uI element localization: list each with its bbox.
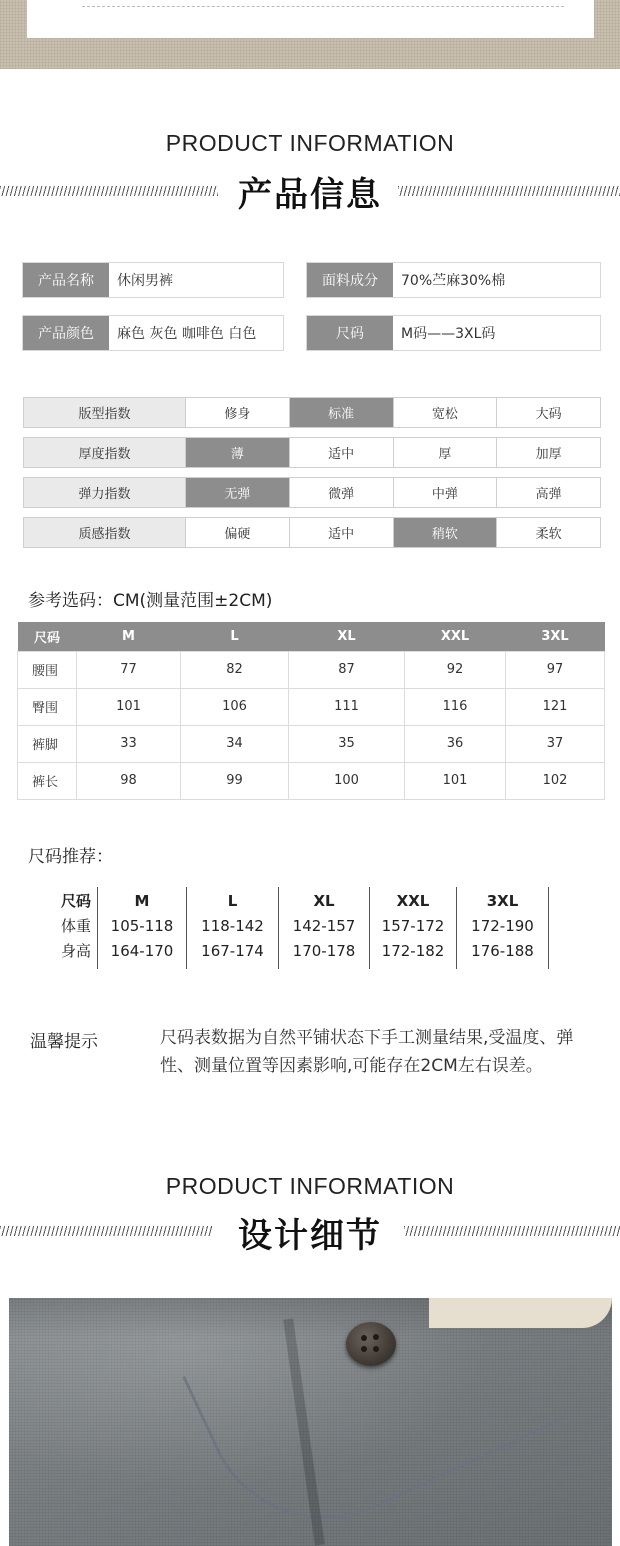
- index-row-texture: [23, 517, 601, 548]
- recommend-cell: 157-172: [381, 917, 445, 935]
- column-header: XXL: [405, 622, 506, 651]
- table-cell: 101: [77, 688, 181, 725]
- index-option: 柔软: [496, 518, 600, 547]
- table-cell: 101: [405, 762, 506, 799]
- recommend-cell: 105-118: [110, 917, 174, 935]
- index-option: 中弹: [393, 478, 497, 507]
- recommend-cell: 164-170: [110, 942, 174, 960]
- recommend-header: 3XL: [486, 892, 519, 910]
- info-fabric: [306, 262, 601, 298]
- table-row: [18, 762, 605, 799]
- index-option-selected: 稍软: [393, 518, 497, 547]
- table-cell: 37: [506, 725, 605, 762]
- index-option-selected: 标准: [289, 398, 393, 427]
- table-cell: 111: [289, 688, 405, 725]
- info-product-name: [22, 262, 284, 298]
- index-option: 厚: [393, 438, 497, 467]
- index-label: 质感指数: [24, 518, 185, 547]
- recommend-cell: 172-190: [471, 917, 534, 935]
- column-header: XL: [289, 622, 405, 651]
- recommend-cell: 身高: [60, 942, 91, 960]
- index-option: 高弹: [496, 478, 600, 507]
- table-cell: 裤脚: [18, 725, 77, 762]
- table-cell: 82: [181, 651, 289, 688]
- info-label: 产品颜色: [23, 316, 109, 350]
- recommend-header: L: [227, 892, 238, 910]
- index-row-fit: [23, 397, 601, 428]
- info-label: 产品名称: [23, 263, 109, 297]
- banner-card: [27, 0, 594, 38]
- column-header: L: [181, 622, 289, 651]
- recommend-header: 尺码: [60, 892, 91, 910]
- info-label: 尺码: [307, 316, 393, 350]
- table-header-row: [18, 622, 605, 651]
- info-value: 麻色 灰色 咖啡色 白色: [117, 326, 257, 342]
- index-option: 加厚: [496, 438, 600, 467]
- table-cell: 裤长: [18, 762, 77, 799]
- table-cell: 87: [289, 651, 405, 688]
- index-row-elasticity: [23, 477, 601, 508]
- recommend-cell: 172-182: [381, 942, 445, 960]
- recommend-column: [457, 887, 549, 969]
- index-label: 厚度指数: [24, 438, 185, 467]
- table-row: [18, 688, 605, 725]
- section-title-cn: 产品信息: [238, 175, 382, 215]
- info-value: M码——3XL码: [401, 326, 496, 342]
- index-option: 适中: [289, 518, 393, 547]
- info-value: 70%苎麻30%棉: [401, 273, 506, 289]
- index-option: 宽松: [393, 398, 497, 427]
- table-cell: 34: [181, 725, 289, 762]
- detail-photo: [9, 1298, 612, 1546]
- recommend-cell: 176-188: [471, 942, 534, 960]
- table-cell: 97: [506, 651, 605, 688]
- recommend-column: [98, 887, 187, 969]
- recommend-header: M: [134, 892, 150, 910]
- recommend-cell: 142-157: [292, 917, 356, 935]
- table-cell: 77: [77, 651, 181, 688]
- index-option: 大码: [496, 398, 600, 427]
- section-title-en: PRODUCT INFORMATION: [165, 1173, 455, 1199]
- recommend-cell: 体重: [60, 917, 91, 935]
- table-cell: 98: [77, 762, 181, 799]
- info-label: 面料成分: [307, 263, 393, 297]
- table-cell: 36: [405, 725, 506, 762]
- hatch-decoration-right: [398, 186, 620, 196]
- recommend-cell: 118-142: [201, 917, 264, 935]
- table-row: [18, 725, 605, 762]
- button-icon: [346, 1322, 396, 1366]
- recommend-header: XXL: [396, 892, 430, 910]
- index-option-selected: 薄: [185, 438, 289, 467]
- table-cell: 92: [405, 651, 506, 688]
- recommend-column: [187, 887, 279, 969]
- section-title-cn: 设计细节: [238, 1216, 382, 1256]
- size-recommend-grid: [55, 887, 549, 969]
- index-row-thickness: [23, 437, 601, 468]
- section-title-en: PRODUCT INFORMATION: [165, 130, 455, 156]
- index-label: 弹力指数: [24, 478, 185, 507]
- index-option: 微弹: [289, 478, 393, 507]
- recommend-header: XL: [313, 892, 335, 910]
- info-value: 休闲男裤: [117, 273, 173, 289]
- table-cell: 腰围: [18, 651, 77, 688]
- table-cell: 106: [181, 688, 289, 725]
- tips-label: 温馨提示: [30, 1032, 98, 1052]
- size-table: [17, 622, 605, 800]
- recommend-column: [279, 887, 370, 969]
- table-cell: 35: [289, 725, 405, 762]
- linen-banner: [0, 0, 620, 69]
- column-header: 尺码: [18, 622, 77, 651]
- table-cell: 33: [77, 725, 181, 762]
- recommend-column: [55, 887, 98, 969]
- index-option: 修身: [185, 398, 289, 427]
- recommend-cell: 167-174: [201, 942, 264, 960]
- index-option: 偏硬: [185, 518, 289, 547]
- table-row: [18, 651, 605, 688]
- column-header: 3XL: [506, 622, 605, 651]
- info-color: [22, 315, 284, 351]
- table-cell: 121: [506, 688, 605, 725]
- recommend-column: [370, 887, 457, 969]
- info-size: [306, 315, 601, 351]
- dashed-divider: [82, 6, 564, 7]
- index-option-selected: 无弹: [185, 478, 289, 507]
- index-label: 版型指数: [24, 398, 185, 427]
- tips-text: 尺码表数据为自然平铺状态下手工测量结果,受温度、弹性、测量位置等因素影响,可能存在2CM左右误差。: [160, 1028, 574, 1076]
- hatch-decoration-right: [404, 1226, 620, 1236]
- table-cell: 100: [289, 762, 405, 799]
- table-cell: 99: [181, 762, 289, 799]
- table-cell: 102: [506, 762, 605, 799]
- index-option: 适中: [289, 438, 393, 467]
- recommend-cell: 170-178: [292, 942, 356, 960]
- size-recommend-title: 尺码推荐：: [28, 847, 113, 867]
- table-cell: 116: [405, 688, 506, 725]
- column-header: M: [77, 622, 181, 651]
- table-cell: 臀围: [18, 688, 77, 725]
- reference-size-title: 参考选码：CM(测量范围±2CM): [28, 591, 273, 611]
